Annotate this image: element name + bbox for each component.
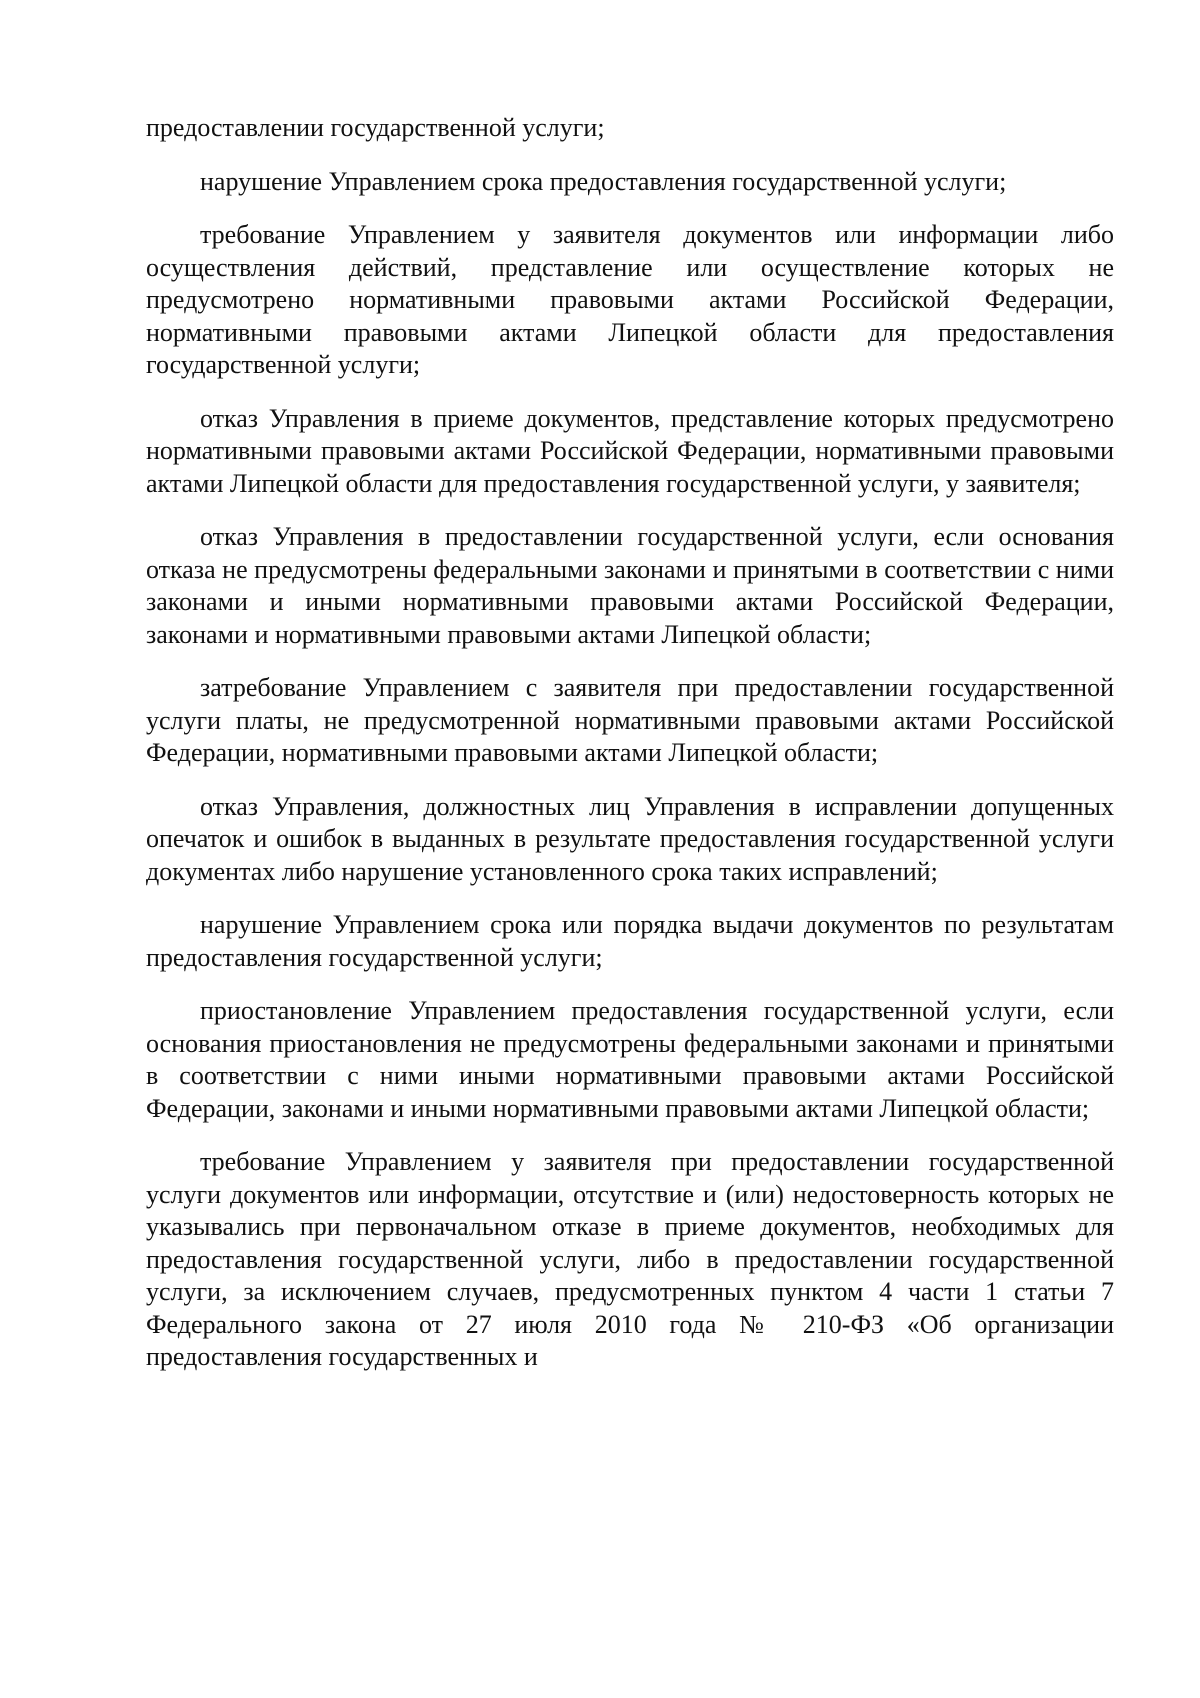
paragraph-suspension: приостановление Управлением предоставления государственной услуги, если основания приостановления не предусмотрены федеральными законами и принятыми в соответствии с ними иными нормативными правовыми актами Российской Федерации, законами и иными нормативными правовыми актами Липецкой области; — [146, 996, 1114, 1123]
paragraph-violation-deadline: нарушение Управлением срока предоставления государственной услуги; — [200, 166, 1007, 196]
document-body — [146, 112, 1114, 1374]
paragraph-violation-issuance: нарушение Управлением срока или порядка выдачи документов по результатам предоставления государственной услуги; — [146, 910, 1114, 972]
paragraph-continuation: предоставлении государственной услуги; — [146, 113, 605, 142]
paragraph-refusal-service: отказ Управления в предоставлении государственной услуги, если основания отказа не предусмотрены федеральными законами и принятыми в соответствии с ними законами и иными нормативными правовыми актами Российской Федерации, законами и нормативными правовыми актами Липецкой области; — [146, 522, 1114, 649]
paragraph-demand-unindicated-documents: требование Управлением у заявителя при предоставлении государственной услуги документов или информации, отсутствие и (или) недостоверность которых не указывались при первоначальном отказе в приеме документов, необходимых для предоставления государственной услуги, либо в предоставлении государственной услуги, за исключением случаев, предусмотренных пунктом 4 части 1 статьи 7 Федерального закона от 27 июля 2010 года № 210-ФЗ «Об организации предоставления государственных и — [146, 1147, 1114, 1371]
paragraph-refusal-acceptance: отказ Управления в приеме документов, представление которых предусмотрено нормативными правовыми актами Российской Федерации, нормативными правовыми актами Липецкой области для предоставления государственной услуги, у заявителя; — [146, 403, 1114, 498]
paragraph-demand-payment: затребование Управлением с заявителя при предоставлении государственной услуги платы, не предусмотренной нормативными правовыми актами Российской Федерации, нормативными правовыми актами Липецкой области; — [146, 673, 1114, 767]
paragraph-refusal-corrections: отказ Управления, должностных лиц Управления в исправлении допущенных опечаток и ошибок в выданных в результате предоставления государственной услуги документах либо нарушение установленного срока таких исправлений; — [146, 791, 1114, 886]
paragraph-demand-documents: требование Управлением у заявителя документов или информации либо осуществления действий, представление или осуществление которых не предусмотрено нормативными правовыми актами Российской Федерации, нормативными правовыми актами Липецкой области для предоставления государственной услуги; — [146, 220, 1114, 379]
